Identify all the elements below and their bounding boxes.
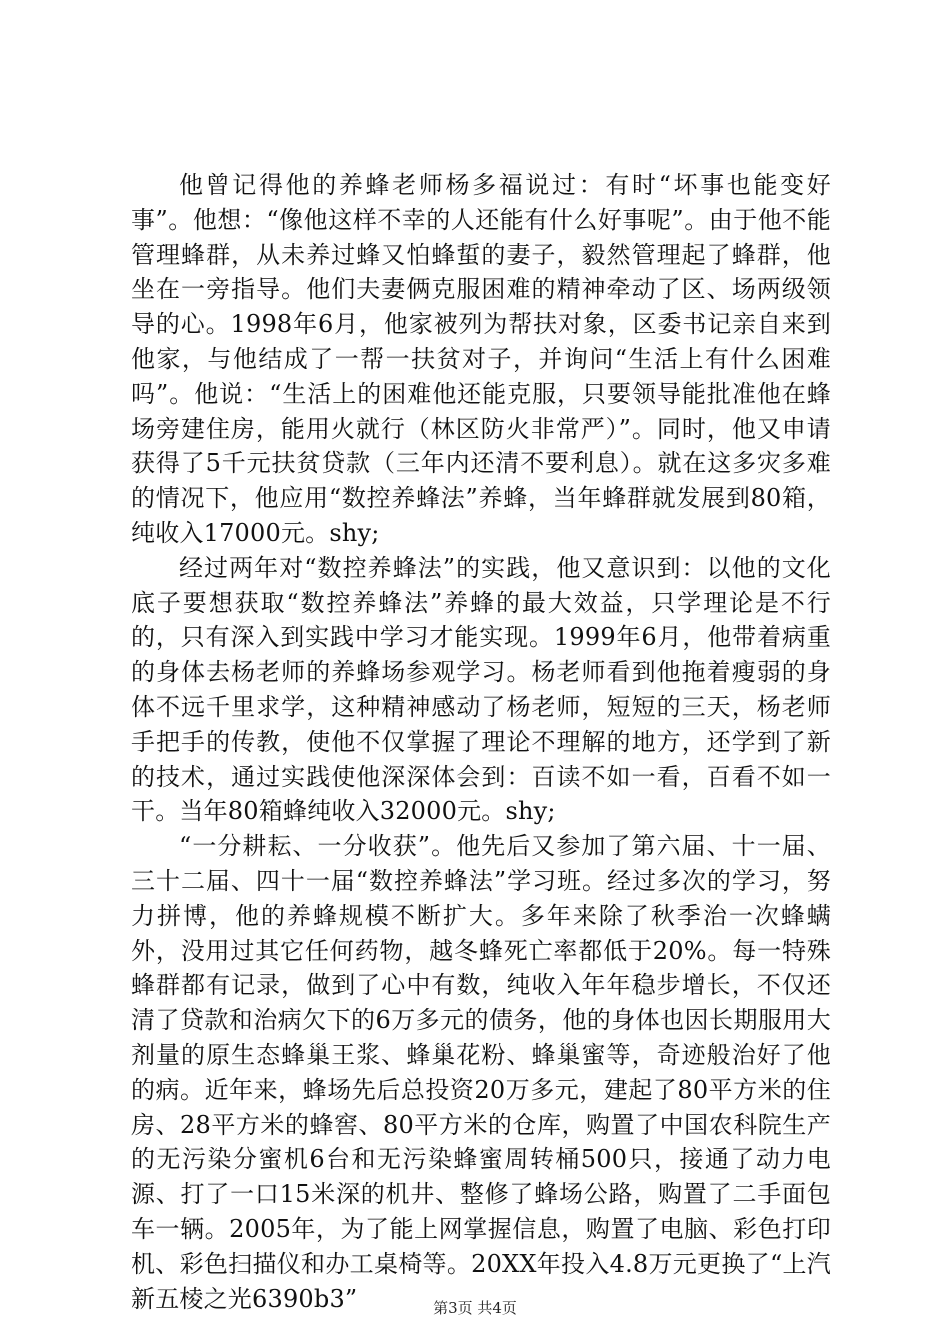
paragraph-2: 经过两年对“数控养蜂法”的实践，他又意识到：以他的文化底子要想获取“数控养蜂法”养蜂的最大效益，只学理论是不行的，只有深入到实践中学习才能实现。1999年6月，他带着病重的身体去杨老师的养蜂场参观学习。杨老师看到他拖着瘦弱的身体不远千里求学，这种精神感动了杨老师，短短的三天，杨老师手把手的传教，使他不仅掌握了理论不理解的地方，还学到了新的技术，通过实践使他深深体会到：百读不如一看，百看不如一干。当年80箱蜂纯收入32000元。shy; bbox=[131, 553, 831, 826]
document-body bbox=[131, 168, 831, 1316]
paragraph-3: “一分耕耘、一分收获”。他先后又参加了第六届、十一届、三十二届、四十一届“数控养蜂法”学习班。经过多次的学习，努力拼博，他的养蜂规模不断扩大。多年来除了秋季治一次蜂螨外，没用过其它任何药物，越冬蜂死亡率都低于20%。每一特殊蜂群都有记录，做到了心中有数，纯收入年年稳步增长，不仅还清了贷款和治病欠下的6万多元的债务，他的身体也因长期服用大剂量的原生态蜂巢王浆、蜂巢花粉、蜂巢蜜等，奇迹般治好了他的病。近年来，蜂场先后总投资20万多元，建起了80平方米的住房、28平方米的蜂窖、80平方米的仓库，购置了中国农科院生产的无污染分蜜机6台和无污染蜂蜜周转桶500只，接通了动力电源、打了一口15米深的机井、整修了蜂场公路，购置了二手面包车一辆。2005年，为了能上网掌握信息，购置了电脑、彩色打印机、彩色扫描仪和办工桌椅等。20XX年投入4.8万元更换了“上汽新五棱之光6390b3” bbox=[131, 832, 831, 1313]
page-number-label: 第3页 共4页 bbox=[433, 1299, 517, 1317]
paragraph-1: 他曾记得他的养蜂老师杨多福说过：有时“坏事也能变好事”。他想：“像他这样不幸的人还能有什么好事呢”。由于他不能管理蜂群，从未养过蜂又怕蜂蜇的妻子，毅然管理起了蜂群，他坐在一旁指导。他们夫妻俩克服困难的精神牵动了区、场两级领导的心。1998年6月，他家被列为帮扶对象，区委书记亲自来到他家，与他结成了一帮一扶贫对子，并询问“生活上有什么困难吗”。他说：“生活上的困难他还能克服，只要领导能批准他在蜂场旁建住房，能用火就行（林区防火非常严）”。同时，他又申请获得了5千元扶贫贷款（三年内还清不要利息）。就在这多灾多难的情况下，他应用“数控养蜂法”养蜂，当年蜂群就发展到80箱，纯收入17000元。shy; bbox=[131, 171, 831, 547]
page-footer bbox=[0, 1298, 950, 1318]
